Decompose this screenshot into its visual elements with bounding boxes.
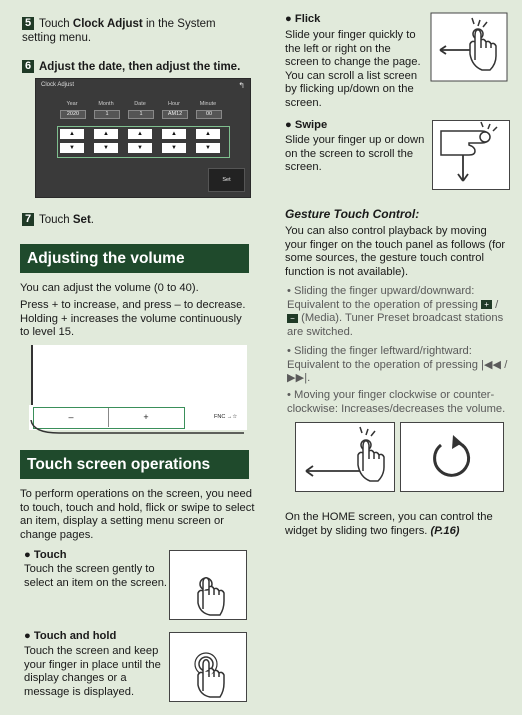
- flick-title: ● Flick: [285, 13, 321, 25]
- fnc-arrow-icon: →☆: [226, 414, 238, 420]
- slide-left-icon: [296, 423, 394, 491]
- volume-instructions: Press + to increase, and press – to decrease. Holding + increases the volume continuously to level 15.: [20, 299, 246, 339]
- previous-track-icon: |◀◀: [481, 358, 502, 371]
- clock-col-value-minute: 00: [196, 110, 222, 119]
- gesture-item-updown: • Sliding the finger upward/downward: Equivalent to the operation of pressing + / − (Media). Tuner Preset broadcast stations are switched.: [287, 285, 504, 338]
- swipe-text: Slide your finger up or down on the screen to scroll the screen.: [285, 134, 425, 174]
- touch-ops-intro: To perform operations on the screen, you need to touch, touch and hold, flick or swipe to select an item, display a setting menu screen or change pages.: [20, 488, 255, 541]
- flick-icon: [430, 12, 508, 82]
- clock-col-label-minute: Minute: [199, 101, 217, 107]
- set-button[interactable]: Set: [208, 168, 245, 192]
- up-arrow-icon[interactable]: ▲: [60, 129, 84, 139]
- step-5: 5 Touch Clock Adjust in the System setting menu.: [22, 17, 216, 44]
- clock-col-label-year: Year: [66, 101, 78, 107]
- down-arrow-icon[interactable]: ▼: [94, 143, 118, 153]
- down-arrow-icon[interactable]: ▼: [128, 143, 152, 153]
- clock-col-label-hour: Hour: [168, 101, 180, 107]
- next-track-icon: ▶▶|: [287, 372, 308, 385]
- gesture-rotate-illustration: [400, 422, 504, 492]
- down-arrow-icon[interactable]: ▼: [60, 143, 84, 153]
- up-arrow-icon[interactable]: ▲: [196, 129, 220, 139]
- gesture-heading: Gesture Touch Control:: [285, 207, 420, 221]
- finger-hold-icon: [170, 633, 246, 701]
- touch-illustration: [169, 550, 247, 620]
- clock-col-value-hour: AM12: [162, 110, 188, 119]
- hold-text: Touch the screen and keep your finger in place until the display changes or a message is displayed.: [24, 645, 161, 698]
- step-7: 7 Touch Set.: [22, 213, 222, 227]
- step-number: 6: [22, 60, 34, 73]
- finger-tap-icon: [170, 551, 246, 619]
- gesture-intro: You can also control playback by moving your finger on the touch panel as follows (for some sources, the gesture touch control function is not available).: [285, 225, 506, 278]
- flick-text: Slide your finger quickly to the left or right on the screen to change the page. You can scroll a list screen by flicking up/down on the screen.: [285, 29, 421, 109]
- plus-button-icon: +: [481, 300, 492, 309]
- volume-heading: Adjusting the volume: [20, 244, 249, 273]
- minus-button-icon: −: [287, 314, 298, 323]
- up-arrow-icon[interactable]: ▲: [94, 129, 118, 139]
- gesture-slide-illustration: [295, 422, 395, 492]
- clock-screen-title: Clock Adjust: [41, 82, 75, 88]
- touch-title: ● Touch: [24, 549, 67, 561]
- gesture-item-rotate: • Moving your finger clockwise or counter-clockwise: Increases/decreases the volume.: [287, 389, 506, 415]
- clock-col-label-month: Month: [98, 101, 114, 107]
- step-6: 6 Adjust the date, then adjust the time.: [22, 60, 262, 74]
- page-reference-link[interactable]: (P.16): [430, 524, 460, 537]
- fnc-button[interactable]: FNC →☆: [214, 414, 238, 420]
- clock-col-value-year: 2020: [60, 110, 86, 119]
- set-label: Set: [72, 214, 91, 226]
- down-arrow-icon[interactable]: ▼: [162, 143, 186, 153]
- touch-text: Touch the screen gently to select an item on the screen.: [24, 563, 168, 589]
- hold-illustration: [169, 632, 247, 702]
- clock-adjust-label: Clock Adjust: [72, 18, 143, 30]
- back-arrow-icon[interactable]: ↰: [238, 81, 245, 90]
- highlight-frame: [57, 126, 230, 158]
- touch-ops-heading: Touch screen operations: [20, 450, 249, 479]
- gesture-item-leftright: • Sliding the finger leftward/rightward: Equivalent to the operation of pressing |◀◀ / ▶▶|.: [287, 345, 508, 385]
- volume-minus-button[interactable]: –: [34, 408, 109, 427]
- flick-illustration: [430, 12, 508, 82]
- up-arrow-icon[interactable]: ▲: [128, 129, 152, 139]
- screen-bezel-curve: [29, 420, 247, 434]
- swipe-title: ● Swipe: [285, 119, 328, 131]
- swipe-illustration: [432, 120, 510, 190]
- volume-range-text: You can adjust the volume (0 to 40).: [20, 282, 199, 294]
- clock-col-label-date: Date: [134, 101, 146, 107]
- step-number: 7: [22, 213, 34, 226]
- clock-col-value-date: 1: [128, 110, 154, 119]
- volume-plus-button[interactable]: +: [143, 412, 149, 422]
- rotate-clockwise-icon: [401, 423, 503, 491]
- hold-title: ● Touch and hold: [24, 630, 117, 642]
- clock-col-value-month: 1: [94, 110, 120, 119]
- up-arrow-icon[interactable]: ▲: [162, 129, 186, 139]
- swipe-icon: [433, 121, 509, 189]
- step-number: 5: [22, 17, 34, 30]
- down-arrow-icon[interactable]: ▼: [196, 143, 220, 153]
- home-widget-text: On the HOME screen, you can control the widget by sliding two fingers. (P.16): [285, 511, 493, 537]
